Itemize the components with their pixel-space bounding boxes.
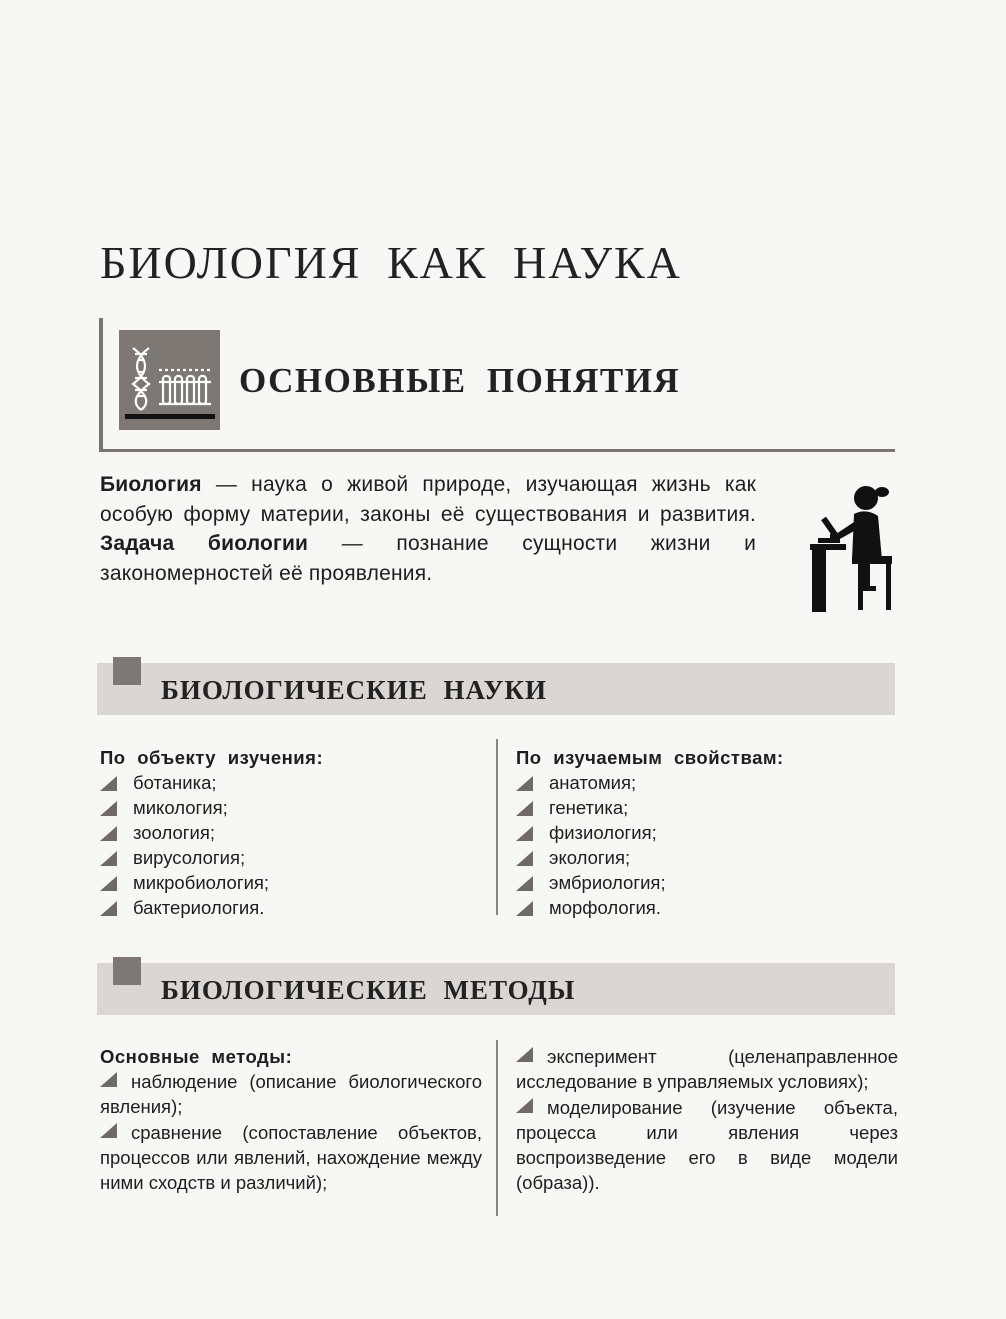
triangle-bullet-icon <box>516 1047 533 1062</box>
sciences-section-bar <box>97 663 895 715</box>
by-property-column <box>516 745 896 920</box>
methods-right-list <box>516 1044 898 1195</box>
methods-section-bar <box>97 963 895 1015</box>
list-item: сравнение (сопоставление объектов, процессов или явлений, нахождение между ними сходств и различий); <box>100 1122 482 1193</box>
triangle-bullet-icon <box>100 1123 117 1138</box>
by-property-list <box>516 770 896 920</box>
triangle-bullet-icon <box>516 851 533 866</box>
list-item: экология; <box>516 845 896 870</box>
sciences-title: БИОЛОГИЧЕСКИЕ НАУКИ <box>161 675 547 705</box>
list-item: зоология; <box>100 820 480 845</box>
definition-text-1: — наука о живой природе, изучающая жизнь как особую форму материи, законы её существования и развития. <box>100 473 756 526</box>
list-item: моделирование (изучение объекта, процесса или явления через воспроизведение его в виде модели (образа)). <box>516 1097 898 1193</box>
by-object-heading: По объекту изучения: <box>100 747 324 768</box>
by-object-column <box>100 745 480 920</box>
triangle-bullet-icon <box>100 776 117 791</box>
list-item: морфология. <box>516 895 896 920</box>
page-title: БИОЛОГИЯ КАК НАУКА <box>100 237 682 288</box>
dna-test-tubes-icon <box>119 330 220 430</box>
term-biology-task: Задача биологии <box>100 532 309 556</box>
methods-left-column <box>100 1044 482 1195</box>
triangle-bullet-icon <box>100 801 117 816</box>
list-item: эмбриология; <box>516 870 896 895</box>
methods-right-column <box>516 1044 898 1195</box>
list-item: ботаника; <box>100 770 480 795</box>
scientist-microscope-icon <box>808 476 898 614</box>
triangle-bullet-icon <box>100 1072 117 1087</box>
triangle-bullet-icon <box>516 901 533 916</box>
concepts-title: ОСНОВНЫЕ ПОНЯТИЯ <box>239 361 681 400</box>
triangle-bullet-icon <box>100 901 117 916</box>
list-item: микология; <box>100 795 480 820</box>
definition-text-2: — познание сущности жизни и закономерностей её проявления. <box>100 532 756 585</box>
header-vertical-rule <box>99 318 103 452</box>
list-item: вирусология; <box>100 845 480 870</box>
triangle-bullet-icon <box>100 826 117 841</box>
term-biology: Биология <box>100 473 202 496</box>
by-property-heading: По изучаемым свойствам: <box>516 747 784 768</box>
list-item: эксперимент (целенаправленное исследование в управляемых условиях); <box>516 1046 898 1092</box>
triangle-bullet-icon <box>100 851 117 866</box>
triangle-bullet-icon <box>516 801 533 816</box>
triangle-bullet-icon <box>516 1098 533 1113</box>
triangle-bullet-icon <box>516 776 533 791</box>
triangle-bullet-icon <box>516 826 533 841</box>
column-divider <box>496 739 498 915</box>
methods-heading: Основные методы: <box>100 1046 293 1067</box>
list-item: анатомия; <box>516 770 896 795</box>
section-square-marker <box>113 657 141 685</box>
list-item: микробиология; <box>100 870 480 895</box>
list-item: наблюдение (описание биологического явления); <box>100 1071 482 1117</box>
triangle-bullet-icon <box>100 876 117 891</box>
by-object-list <box>100 770 480 920</box>
header-horizontal-rule <box>99 449 895 452</box>
list-item: физиология; <box>516 820 896 845</box>
methods-title: БИОЛОГИЧЕСКИЕ МЕТОДЫ <box>161 975 576 1005</box>
section-square-marker <box>113 957 141 985</box>
methods-left-list <box>100 1069 482 1195</box>
list-item: генетика; <box>516 795 896 820</box>
column-divider <box>496 1040 498 1216</box>
triangle-bullet-icon <box>516 876 533 891</box>
definition-paragraph <box>100 470 756 588</box>
concepts-section-header <box>99 318 895 452</box>
list-item: бактериология. <box>100 895 480 920</box>
